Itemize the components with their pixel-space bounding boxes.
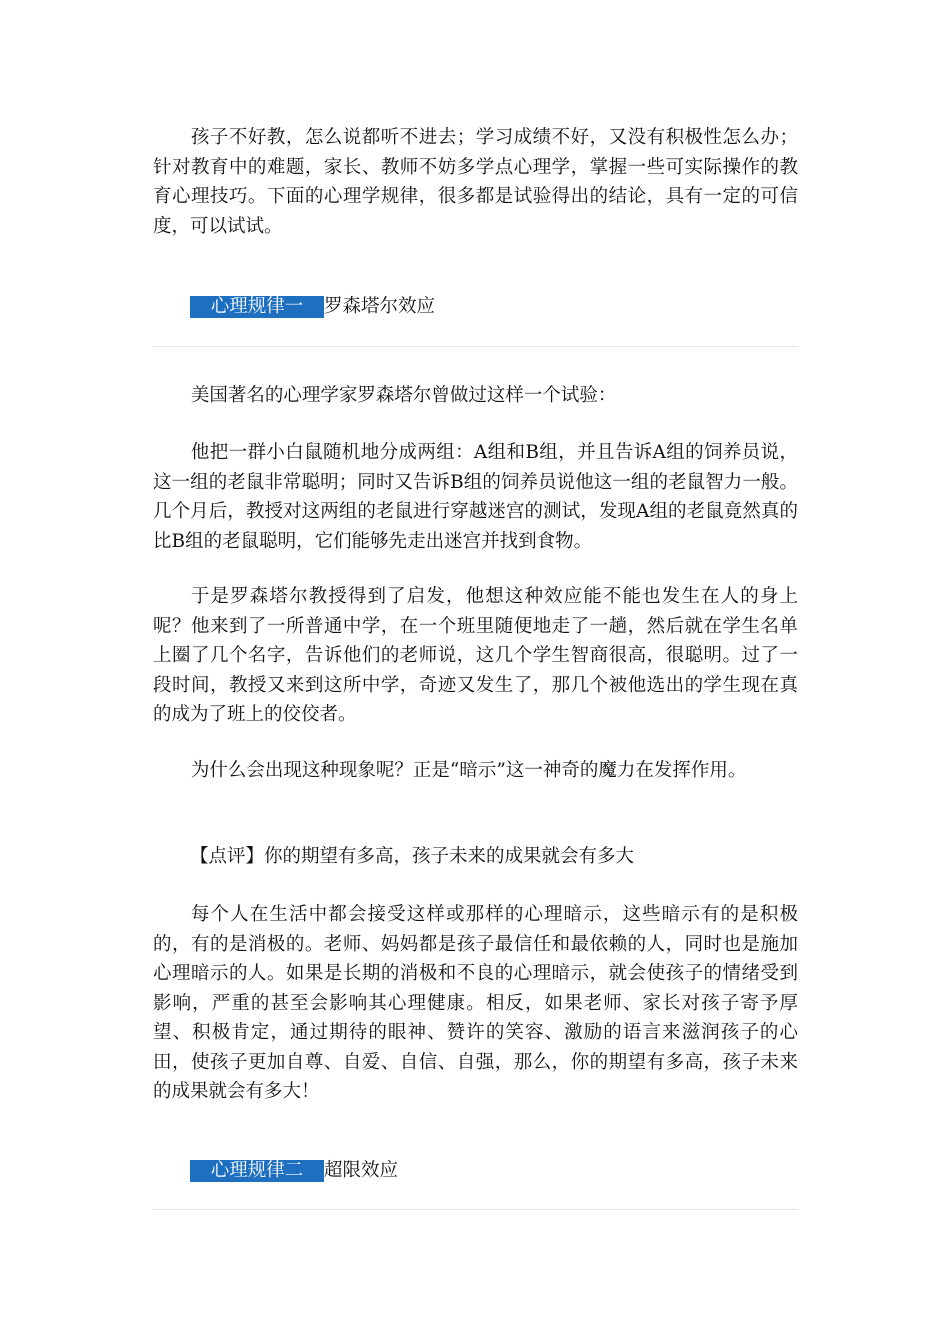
section-tag-2: 心理规律二 bbox=[190, 1160, 324, 1182]
section-tag-1: 心理规律一 bbox=[190, 296, 324, 318]
section1-paragraph-3: 于是罗森塔尔教授得到了启发，他想这种效应能不能也发生在人的身上呢？他来到了一所普通中学，在一个班里随便地走了一趟，然后就在学生名单上圈了几个名字，告诉他们的老师说，这几个学生智商很高，很聪明。过了一段时间，教授又来到这所中学，奇迹又发生了，那几个被他选出的学生现在真的成为了班上的佼佼者。 bbox=[153, 586, 798, 725]
comment-paragraph: 每个人在生活中都会接受这样或那样的心理暗示，这些暗示有的是积极的，有的是消极的。老师、妈妈都是孩子最信任和最依赖的人，同时也是施加心理暗示的人。如果是长期的消极和不良的心理暗示，就会使孩子的情绪受到影响，严重的甚至会影响其心理健康。相反，如果老师、家长对孩子寄予厚望、积极肯定，通过期待的眼神、赞许的笑容、激励的语言来滋润孩子的心田，使孩子更加自尊、自爱、自信、自强，那么，你的期望有多高，孩子未来的成果就会有多大！ bbox=[153, 904, 798, 1102]
intro-paragraph: 孩子不好教，怎么说都听不进去；学习成绩不好，又没有积极性怎么办；针对教育中的难题，家长、教师不妨多学点心理学，掌握一些可实际操作的教育心理技巧。下面的心理学规律，很多都是试验得出的结论，具有一定的可信度，可以试试。 bbox=[153, 127, 798, 237]
section1-paragraph-2: 他把一群小白鼠随机地分成两组：A组和B组，并且告诉A组的饲养员说，这一组的老鼠非常聪明；同时又告诉B组的饲养员说他这一组的老鼠智力一般。几个月后，教授对这两组的老鼠进行穿越迷宫的测试，发现A组的老鼠竟然真的比B组的老鼠聪明，它们能够先走出迷宫并找到食物。 bbox=[153, 442, 798, 552]
section-title-1: 罗森塔尔效应 bbox=[324, 296, 436, 317]
section-heading-2 bbox=[190, 1160, 398, 1182]
section-divider-2 bbox=[153, 1209, 798, 1210]
section1-paragraph-4: 为什么会出现这种现象呢？正是“暗示”这一神奇的魔力在发挥作用。 bbox=[190, 760, 747, 781]
comment-heading: 【点评】你的期望有多高，孩子未来的成果就会有多大 bbox=[190, 846, 635, 867]
section-heading-1 bbox=[190, 296, 435, 318]
section1-paragraph-1: 美国著名的心理学家罗森塔尔曾做过这样一个试验： bbox=[190, 385, 617, 406]
section-title-2: 超限效应 bbox=[324, 1160, 399, 1181]
section-divider-1 bbox=[153, 346, 798, 347]
